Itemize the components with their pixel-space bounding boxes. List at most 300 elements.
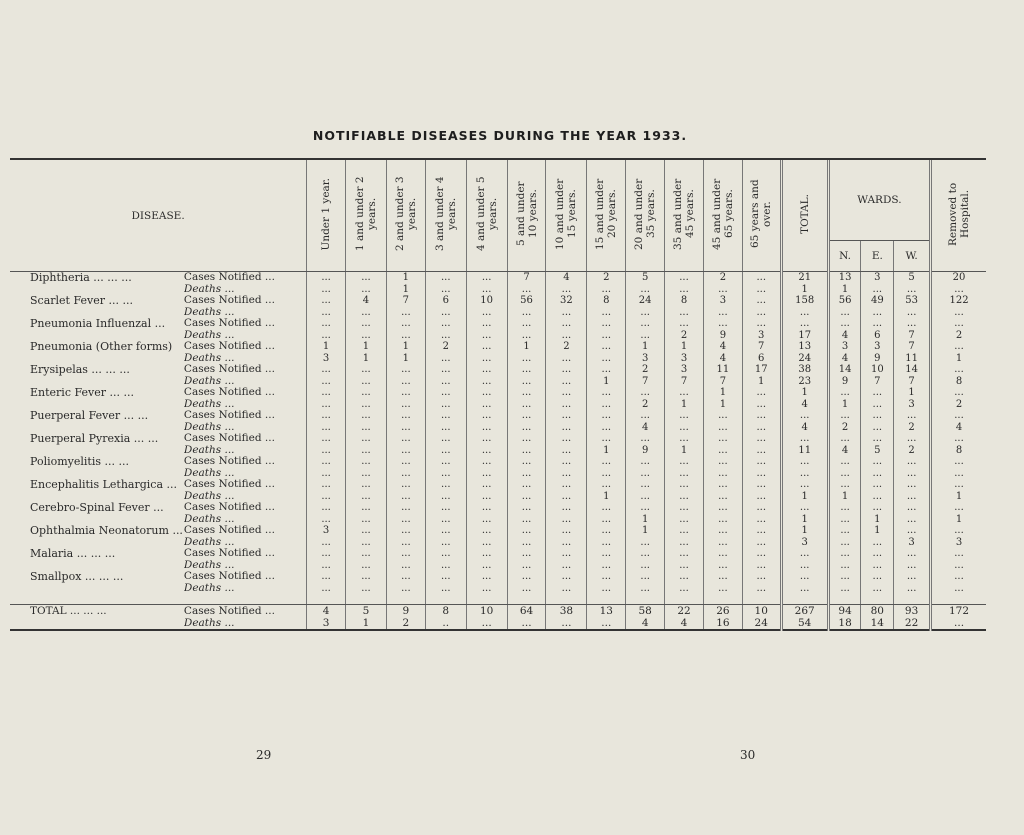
record-type: Deaths ... (183, 582, 235, 594)
table-cell: ... (507, 479, 546, 491)
table-cell: ... (703, 491, 742, 503)
table-cell: 32 (546, 295, 587, 307)
table-cell: ... (346, 422, 387, 434)
table-cell: 1 (665, 399, 704, 411)
table-cell: ... (466, 456, 507, 468)
table-cell: 7 (894, 341, 931, 353)
table-cell: ... (307, 456, 346, 468)
table-row (10, 307, 986, 319)
table-cell: ... (894, 456, 931, 468)
table-cell: ... (587, 318, 626, 330)
age-header: 2 and under 3 years. (386, 160, 425, 272)
table-cell: ... (386, 364, 425, 376)
table-cell: ... (546, 491, 587, 503)
table-cell: ... (466, 537, 507, 549)
table-cell: 3 (931, 537, 986, 549)
table-cell: ... (346, 479, 387, 491)
table-cell: ... (425, 525, 466, 537)
table-cell: ... (703, 583, 742, 595)
table-cell: ... (466, 307, 507, 319)
table-cell: 172 (931, 605, 986, 618)
table-cell: ... (626, 548, 665, 560)
table-cell: ... (742, 422, 781, 434)
table-cell: ... (546, 617, 587, 630)
table-cell: 1 (587, 445, 626, 457)
table-cell: 13 (828, 272, 861, 284)
table-cell: 38 (546, 605, 587, 618)
table-cell: ... (307, 376, 346, 388)
table-cell: ... (346, 318, 387, 330)
table-cell: ... (781, 560, 828, 572)
table-cell: 3 (781, 537, 828, 549)
table-cell: ... (703, 433, 742, 445)
table-cell: ... (346, 571, 387, 583)
table-cell: 3 (307, 353, 346, 365)
table-cell: ... (828, 318, 861, 330)
table-cell: ... (307, 468, 346, 480)
table-cell: ... (386, 318, 425, 330)
table-cell: 5 (861, 445, 894, 457)
table-cell: ... (546, 514, 587, 526)
table-cell: ... (507, 491, 546, 503)
table-cell: 2 (626, 399, 665, 411)
table-cell: 7 (703, 376, 742, 388)
table-cell: ... (546, 284, 587, 296)
table-cell: ... (546, 422, 587, 434)
table-cell: ... (665, 318, 704, 330)
table-cell: ... (828, 468, 861, 480)
age-header: 10 and under 15 years. (546, 160, 587, 272)
table-cell: ... (626, 387, 665, 399)
table-cell: ... (425, 479, 466, 491)
table-cell: ... (425, 583, 466, 595)
table-cell: 2 (587, 272, 626, 284)
table-cell: ... (386, 514, 425, 526)
table-cell: ... (466, 330, 507, 342)
table-cell: ... (931, 525, 986, 537)
table-cell: 22 (894, 617, 931, 630)
table-cell: ... (665, 387, 704, 399)
table-cell: 9 (386, 605, 425, 618)
table-cell: ... (742, 284, 781, 296)
table-cell: ... (425, 399, 466, 411)
table-cell: ... (703, 571, 742, 583)
table-cell: ... (386, 410, 425, 422)
table-cell: ... (546, 353, 587, 365)
table-cell: ... (307, 571, 346, 583)
table-cell: 80 (861, 605, 894, 618)
table-cell: ... (703, 525, 742, 537)
table-cell: ... (346, 387, 387, 399)
table-cell: ... (386, 571, 425, 583)
separator-cell (665, 594, 704, 605)
table-cell: 1 (828, 399, 861, 411)
table-cell: ... (307, 284, 346, 296)
table-cell: ... (703, 537, 742, 549)
table-cell: ... (307, 318, 346, 330)
table-cell: 5 (626, 272, 665, 284)
wards-header: WARDS. (828, 160, 930, 241)
table-cell: 13 (587, 605, 626, 618)
separator-row (10, 594, 986, 605)
table-cell: ... (546, 399, 587, 411)
table-cell: 13 (781, 341, 828, 353)
table-cell: ... (466, 399, 507, 411)
table-cell: ... (386, 330, 425, 342)
table-cell: ... (861, 583, 894, 595)
table-cell: ... (626, 307, 665, 319)
table-cell: ... (386, 502, 425, 514)
table-cell: ... (346, 583, 387, 595)
table-cell: ... (742, 433, 781, 445)
table-cell: ... (587, 560, 626, 572)
table-cell: ... (931, 502, 986, 514)
table-cell: ... (894, 514, 931, 526)
table-cell: ... (587, 456, 626, 468)
table-cell: ... (346, 399, 387, 411)
table-cell: ... (931, 433, 986, 445)
table-cell: ... (894, 548, 931, 560)
table-row (10, 341, 986, 353)
table-cell: 11 (781, 445, 828, 457)
table-cell: ... (626, 284, 665, 296)
table-cell: ... (828, 514, 861, 526)
table-cell: ... (507, 525, 546, 537)
table-cell: ... (307, 433, 346, 445)
table-cell: ... (346, 456, 387, 468)
table-cell: 16 (703, 617, 742, 630)
table-cell: ... (742, 445, 781, 457)
record-type: Cases Notified ... (183, 364, 275, 376)
table-cell: ... (507, 514, 546, 526)
table-row (10, 422, 986, 434)
table-row (10, 284, 986, 296)
record-type: Deaths ... (183, 444, 235, 456)
table-cell: ... (466, 341, 507, 353)
table-cell: 1 (587, 376, 626, 388)
table-cell: ... (425, 571, 466, 583)
table-cell: 7 (626, 376, 665, 388)
ward-col-header: N. (828, 241, 861, 272)
record-type: Deaths ... (183, 398, 235, 410)
table-cell: ... (346, 525, 387, 537)
table-cell: ... (742, 502, 781, 514)
table-cell: ... (861, 491, 894, 503)
table-cell: ... (665, 548, 704, 560)
age-header: 4 and under 5 years. (466, 160, 507, 272)
table-cell: 1 (386, 272, 425, 284)
table-cell: ... (546, 571, 587, 583)
table-cell: ... (546, 445, 587, 457)
table-cell: ... (587, 341, 626, 353)
table-cell: ... (861, 502, 894, 514)
table-cell: ... (587, 548, 626, 560)
table-cell: ... (425, 284, 466, 296)
separator-cell (587, 594, 626, 605)
table-row (10, 445, 986, 457)
table-cell: ... (546, 502, 587, 514)
table-cell: 4 (781, 399, 828, 411)
table-row (10, 318, 986, 330)
disease-name (10, 376, 184, 388)
table-cell: ... (931, 479, 986, 491)
disease-name (10, 537, 184, 549)
record-type: Cases Notified ... (183, 341, 275, 353)
table-cell: ... (507, 318, 546, 330)
table-cell: ... (665, 422, 704, 434)
table-cell: 1 (665, 445, 704, 457)
table-cell: ... (781, 548, 828, 560)
table-cell: ... (425, 468, 466, 480)
table-row (10, 387, 986, 399)
table-cell: ... (894, 410, 931, 422)
record-type: Deaths ... (183, 490, 235, 502)
table-cell: ... (703, 479, 742, 491)
table-cell: 1 (931, 353, 986, 365)
table-cell: ... (425, 502, 466, 514)
table-cell: ... (828, 307, 861, 319)
table-cell: 6 (425, 295, 466, 307)
table-cell: 3 (665, 364, 704, 376)
table-cell: ... (466, 422, 507, 434)
table-cell: 20 (931, 272, 986, 284)
table-cell: ... (626, 433, 665, 445)
table-cell: 3 (307, 617, 346, 630)
table-row (10, 353, 986, 365)
record-type: Deaths ... (183, 352, 235, 364)
table-cell: 49 (861, 295, 894, 307)
table-cell: 1 (781, 514, 828, 526)
table-cell: 3 (861, 341, 894, 353)
table-cell: ... (781, 318, 828, 330)
disease-name: TOTAL ... ... ... (30, 604, 107, 617)
table-cell: 7 (861, 376, 894, 388)
table-cell: ... (931, 341, 986, 353)
table-cell: ... (507, 583, 546, 595)
table-cell: ... (507, 537, 546, 549)
record-type: Deaths ... (183, 329, 235, 341)
table-cell: 2 (386, 617, 425, 630)
table-cell: 6 (861, 330, 894, 342)
table-cell: 4 (828, 353, 861, 365)
table-cell: ... (828, 560, 861, 572)
table-cell: ... (742, 410, 781, 422)
table-cell: ... (307, 445, 346, 457)
table-cell: ... (703, 468, 742, 480)
table-cell: ... (626, 560, 665, 572)
table-cell: ... (346, 502, 387, 514)
table-cell: ... (386, 537, 425, 549)
table-cell: ... (546, 364, 587, 376)
table-cell: 5 (894, 272, 931, 284)
table-cell: ... (425, 376, 466, 388)
table-cell: ... (386, 491, 425, 503)
table-cell: ... (466, 617, 507, 630)
table-cell: ... (346, 560, 387, 572)
table-cell: 93 (894, 605, 931, 618)
separator-cell (828, 594, 861, 605)
table-cell: ... (665, 479, 704, 491)
table-cell: ... (703, 410, 742, 422)
record-type: Deaths ... (183, 306, 235, 318)
table-cell: ... (894, 583, 931, 595)
table-body (10, 272, 986, 631)
record-type: Cases Notified ... (183, 433, 275, 445)
table-cell: 1 (781, 491, 828, 503)
table-cell: ... (742, 468, 781, 480)
table-cell: ... (307, 272, 346, 284)
table-cell: ... (894, 560, 931, 572)
table-cell: ... (626, 583, 665, 595)
table-cell: 4 (307, 605, 346, 618)
table-cell: ... (861, 307, 894, 319)
table-row (10, 491, 986, 503)
table-cell: ... (742, 548, 781, 560)
table-cell: 1 (346, 341, 387, 353)
table-cell: ... (861, 560, 894, 572)
disease-name: Erysipelas ... ... ... (30, 364, 130, 376)
record-type: Cases Notified ... (183, 604, 275, 617)
table-cell: ... (507, 445, 546, 457)
age-header: 15 and under 20 years. (587, 160, 626, 272)
disease-name (10, 307, 184, 319)
disease-name (10, 560, 184, 572)
table-cell: ... (386, 376, 425, 388)
table-cell: ... (507, 422, 546, 434)
table-cell: 2 (931, 330, 986, 342)
record-type: Cases Notified ... (183, 295, 275, 307)
table-cell: ... (742, 272, 781, 284)
table-cell: ... (587, 364, 626, 376)
table-cell: 2 (931, 399, 986, 411)
table-cell: ... (386, 468, 425, 480)
table-cell: ... (386, 433, 425, 445)
table-cell: 4 (546, 272, 587, 284)
table-cell: 56 (507, 295, 546, 307)
table-cell: ... (587, 617, 626, 630)
table-cell: ... (894, 525, 931, 537)
diseases-table (10, 160, 986, 631)
table-cell: 9 (703, 330, 742, 342)
table-cell: ... (703, 502, 742, 514)
table-cell: ... (466, 571, 507, 583)
age-header: 20 and under 35 years. (626, 160, 665, 272)
table-cell: 8 (425, 605, 466, 618)
record-type: Cases Notified ... (183, 571, 275, 583)
table-row (10, 537, 986, 549)
table-cell: ... (703, 548, 742, 560)
table-cell: 11 (703, 364, 742, 376)
table-cell: ... (546, 583, 587, 595)
table-cell: ... (507, 571, 546, 583)
table-cell: ... (507, 560, 546, 572)
separator-cell (466, 594, 507, 605)
table-cell: ... (307, 295, 346, 307)
table-cell: 4 (703, 353, 742, 365)
page-number-right: 30 (740, 748, 756, 762)
table-cell: ... (703, 422, 742, 434)
table-cell: 24 (781, 353, 828, 365)
table-cell: ... (466, 560, 507, 572)
table-cell: ... (626, 537, 665, 549)
table-cell: ... (307, 330, 346, 342)
table-cell: ... (386, 548, 425, 560)
table-cell: ... (703, 307, 742, 319)
table-cell: ... (587, 502, 626, 514)
disease-name: Puerperal Pyrexia ... ... (30, 433, 159, 445)
separator-cell (781, 594, 828, 605)
table-cell: ... (931, 571, 986, 583)
disease-name: Ophthalmia Neonatorum ... (30, 525, 183, 537)
table-cell: ... (861, 571, 894, 583)
table-cell: 4 (703, 341, 742, 353)
table-row (10, 399, 986, 411)
table-cell: ... (828, 583, 861, 595)
table-row (10, 502, 986, 514)
table-cell: ... (507, 433, 546, 445)
table-cell: 38 (781, 364, 828, 376)
table-cell: 2 (703, 272, 742, 284)
table-cell: ... (703, 445, 742, 457)
table-cell: 22 (665, 605, 704, 618)
table-cell: 1 (587, 491, 626, 503)
total-header: TOTAL. (781, 160, 828, 272)
table-cell: ... (546, 560, 587, 572)
table-cell: 64 (507, 605, 546, 618)
table-cell: ... (861, 468, 894, 480)
table-cell: ... (626, 468, 665, 480)
table-cell: 8 (587, 295, 626, 307)
age-header: 65 years and over. (742, 160, 781, 272)
table-cell: 2 (626, 364, 665, 376)
table-cell: ... (703, 284, 742, 296)
table-cell: ... (665, 456, 704, 468)
table-cell: ... (894, 284, 931, 296)
table-cell: ... (587, 387, 626, 399)
table-cell: ... (742, 318, 781, 330)
table-cell: ... (781, 433, 828, 445)
table-cell: 8 (931, 376, 986, 388)
table-cell: 3 (307, 525, 346, 537)
record-type: Deaths ... (183, 467, 235, 479)
table-cell: ... (931, 410, 986, 422)
table-cell: ... (742, 514, 781, 526)
table-cell: ... (861, 422, 894, 434)
record-type: Cases Notified ... (183, 318, 275, 330)
table-cell: 3 (742, 330, 781, 342)
table-cell: 4 (931, 422, 986, 434)
table-cell: ... (587, 307, 626, 319)
table-cell: ... (861, 537, 894, 549)
table-cell: 122 (931, 295, 986, 307)
table-cell: ... (507, 410, 546, 422)
table-cell: 4 (626, 422, 665, 434)
table-cell: ... (665, 410, 704, 422)
table-cell: ... (307, 514, 346, 526)
table-row (10, 456, 986, 468)
table-cell: ... (507, 353, 546, 365)
table-cell: ... (386, 525, 425, 537)
table-cell: ... (703, 456, 742, 468)
table-cell: ... (894, 502, 931, 514)
separator-cell (626, 594, 665, 605)
table-cell: 8 (931, 445, 986, 457)
table-cell: ... (626, 456, 665, 468)
table-cell: ... (828, 479, 861, 491)
table-cell: ... (507, 548, 546, 560)
table-cell: 24 (626, 295, 665, 307)
table-cell: ... (466, 284, 507, 296)
